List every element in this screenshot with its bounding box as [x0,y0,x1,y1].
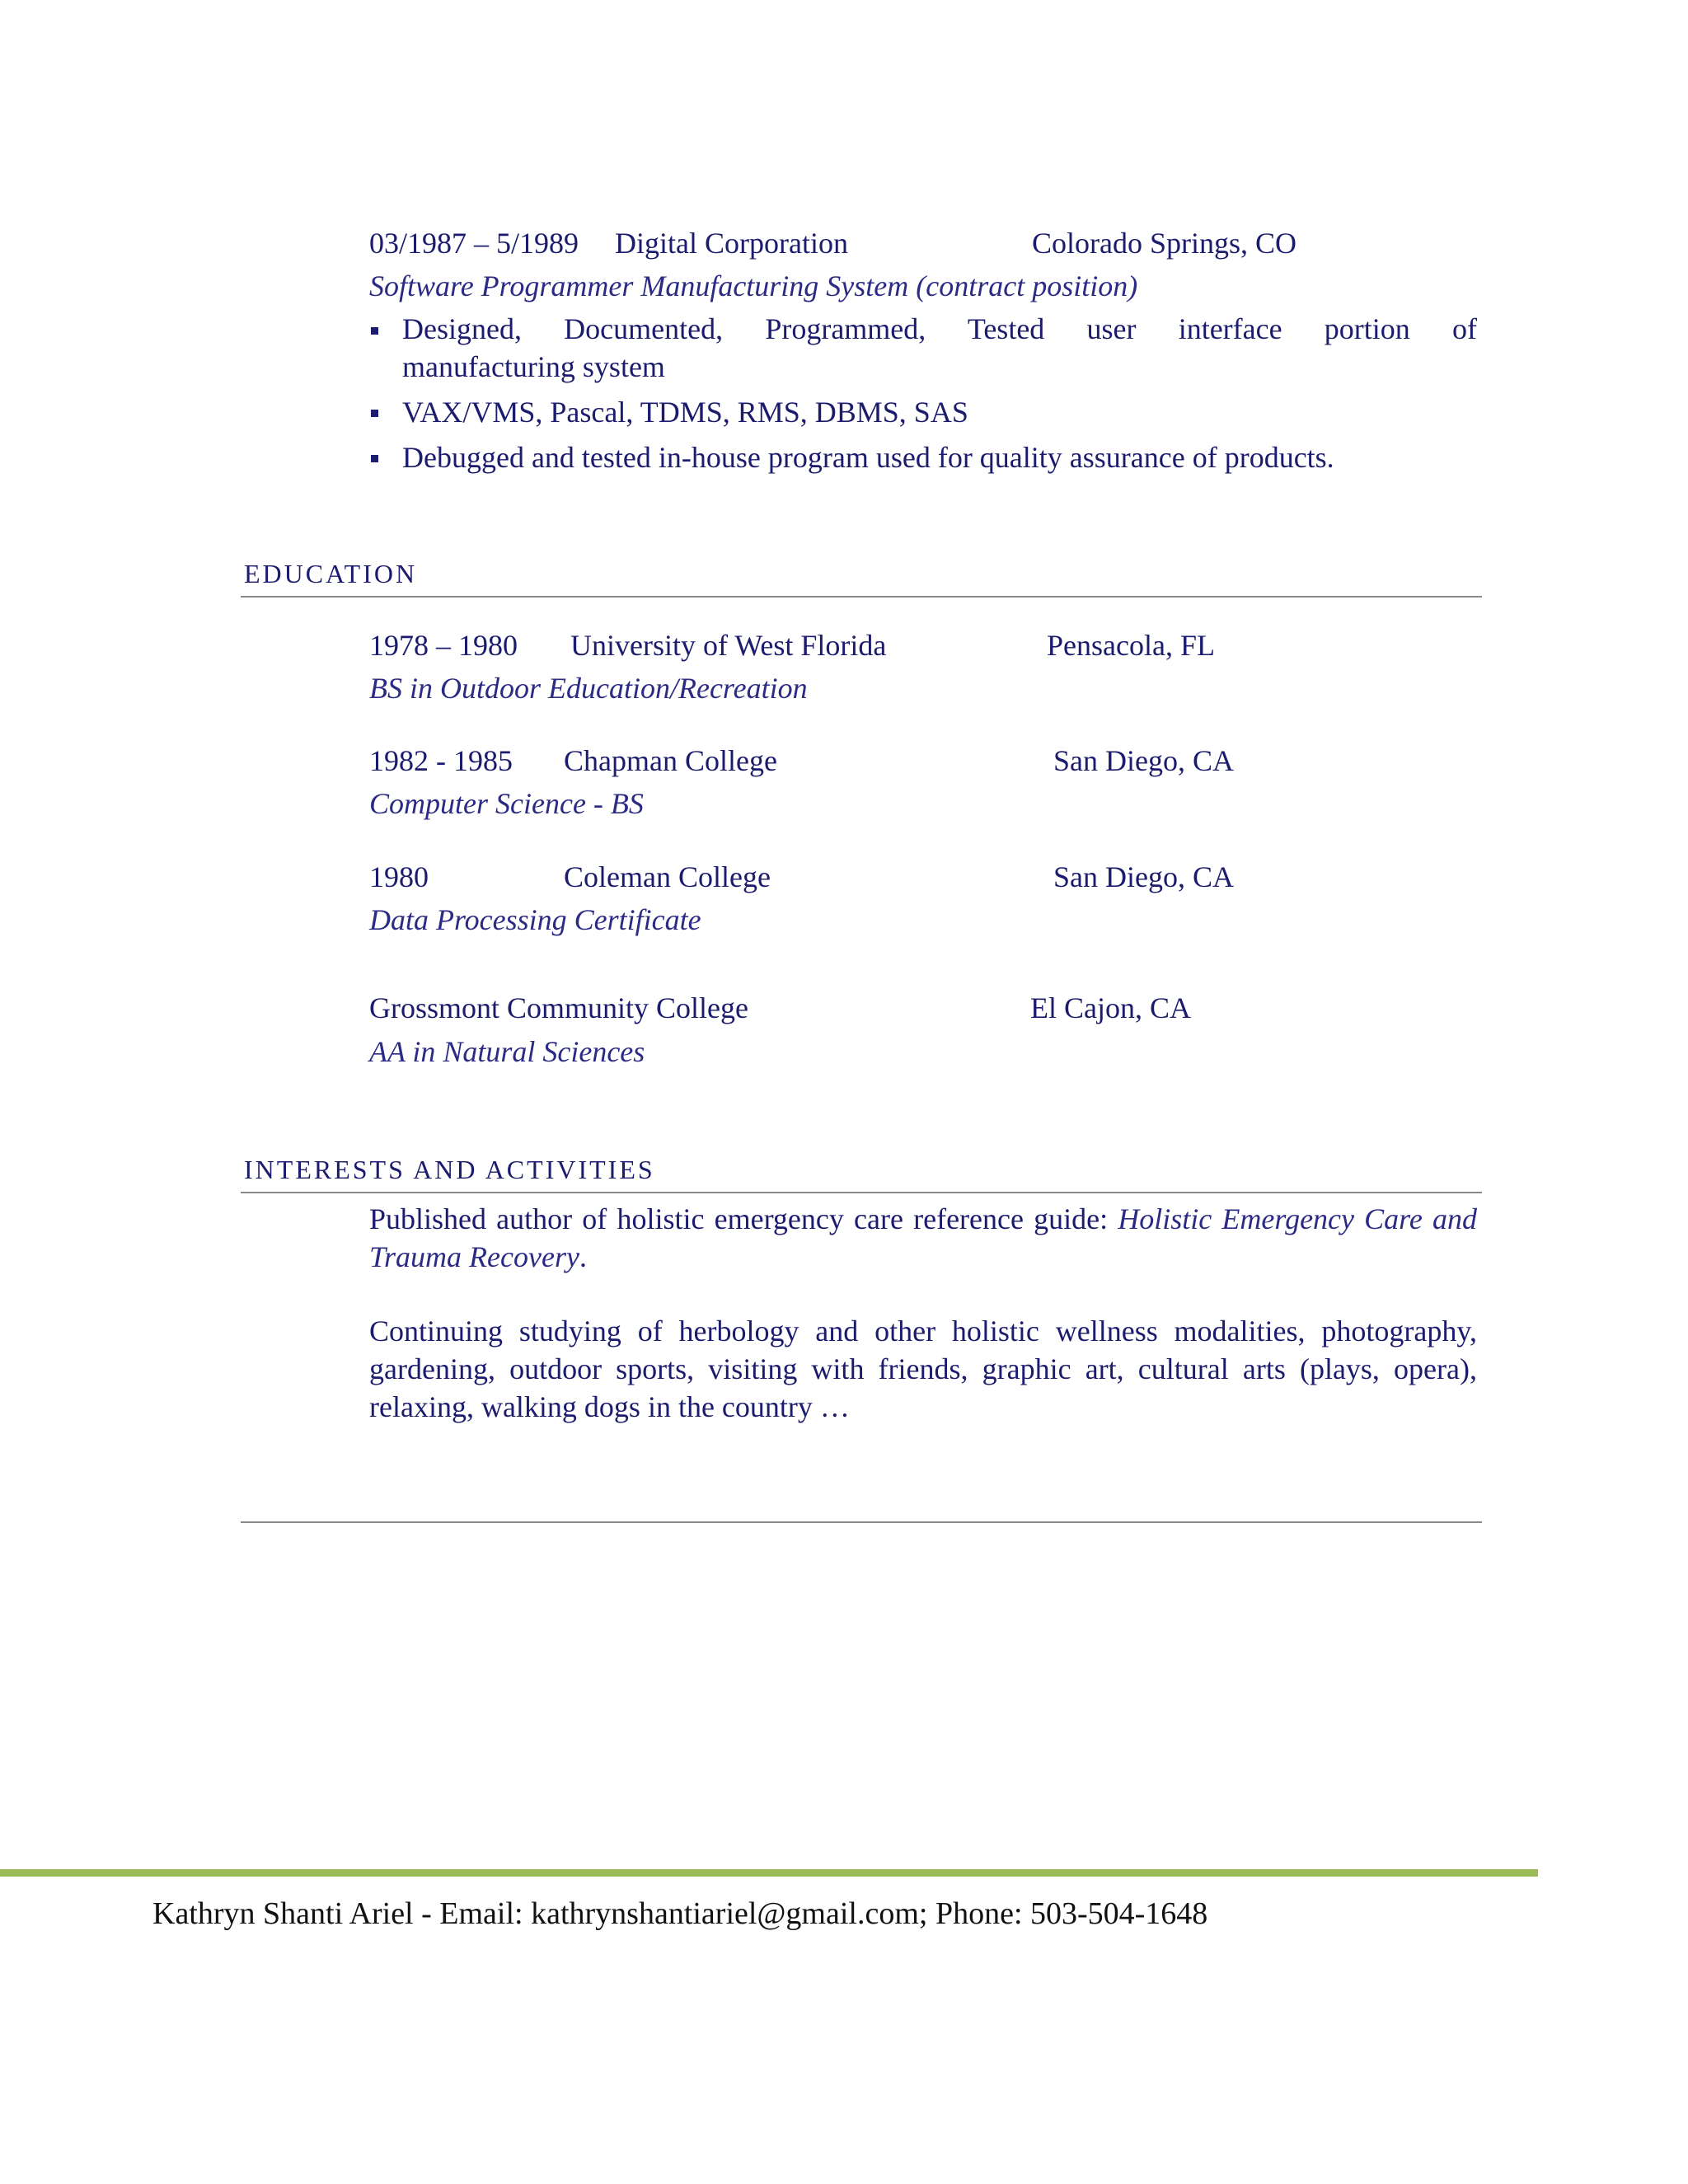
education-divider [241,596,1482,598]
bullet-marker [371,327,378,335]
job-company: Digital Corporation [615,227,848,260]
interests-paragraph-hobbies: Continuing studying of herbology and other holistic wellness modalities, photography, gardening, outdoor sports, visiting with friends, graphic art, cultural arts (plays, opera), relaxing, walking dogs in the country … [369,1315,1477,1423]
education-heading: EDUCATION [244,559,418,588]
footer-accent-bar [0,1869,1538,1877]
job-bullet-2: VAX/VMS, Pascal, TDMS, RMS, DBMS, SAS [402,396,968,429]
edu-dates: 1982 - 1985 [369,744,513,777]
edu-location: San Diego, CA [1053,744,1234,777]
edu-location: Pensacola, FL [1047,629,1215,662]
author-text: Published author of holistic emergency care reference guide: [369,1202,1118,1235]
interests-divider [241,1192,1482,1193]
bottom-divider [241,1521,1482,1523]
job-bullet-1-line2: manufacturing system [402,350,665,383]
edu-location: El Cajon, CA [1030,991,1191,1024]
edu-location: San Diego, CA [1053,860,1234,893]
edu-school: University of West Florida [570,629,887,662]
edu-school: Chapman College [564,744,777,777]
job-dates: 03/1987 – 5/1989 [369,227,579,260]
interests-paragraph-author [369,1200,1477,1276]
job-bullet-3: Debugged and tested in-house program used for quality assurance of products. [402,441,1334,474]
edu-school: Coleman College [564,860,771,893]
interests-heading: INTERESTS AND ACTIVITIES [244,1155,655,1184]
job-location: Colorado Springs, CO [1032,227,1297,260]
edu-dates: 1978 – 1980 [369,629,518,662]
edu-degree: Data Processing Certificate [369,903,701,936]
job-bullet-1-line1: Designed, Documented, Programmed, Tested user interface portion of [402,312,1477,345]
edu-dates: 1980 [369,860,429,893]
book-title: Holistic Emergency Care and Trauma Recovery [369,1202,1478,1273]
edu-degree: AA in Natural Sciences [369,1035,645,1068]
bullet-marker [371,455,378,462]
edu-degree: BS in Outdoor Education/Recreation [369,672,808,705]
bullet-marker [371,410,378,417]
edu-school: Grossmont Community College [369,991,749,1024]
footer-contact: Kathryn Shanti Ariel - Email: kathrynshantiariel@gmail.com; Phone: 503-504-1648 [152,1896,1208,1931]
author-suffix: . [579,1240,587,1273]
job-title: Software Programmer Manufacturing System (contract position) [369,269,1138,302]
edu-degree: Computer Science - BS [369,787,644,820]
